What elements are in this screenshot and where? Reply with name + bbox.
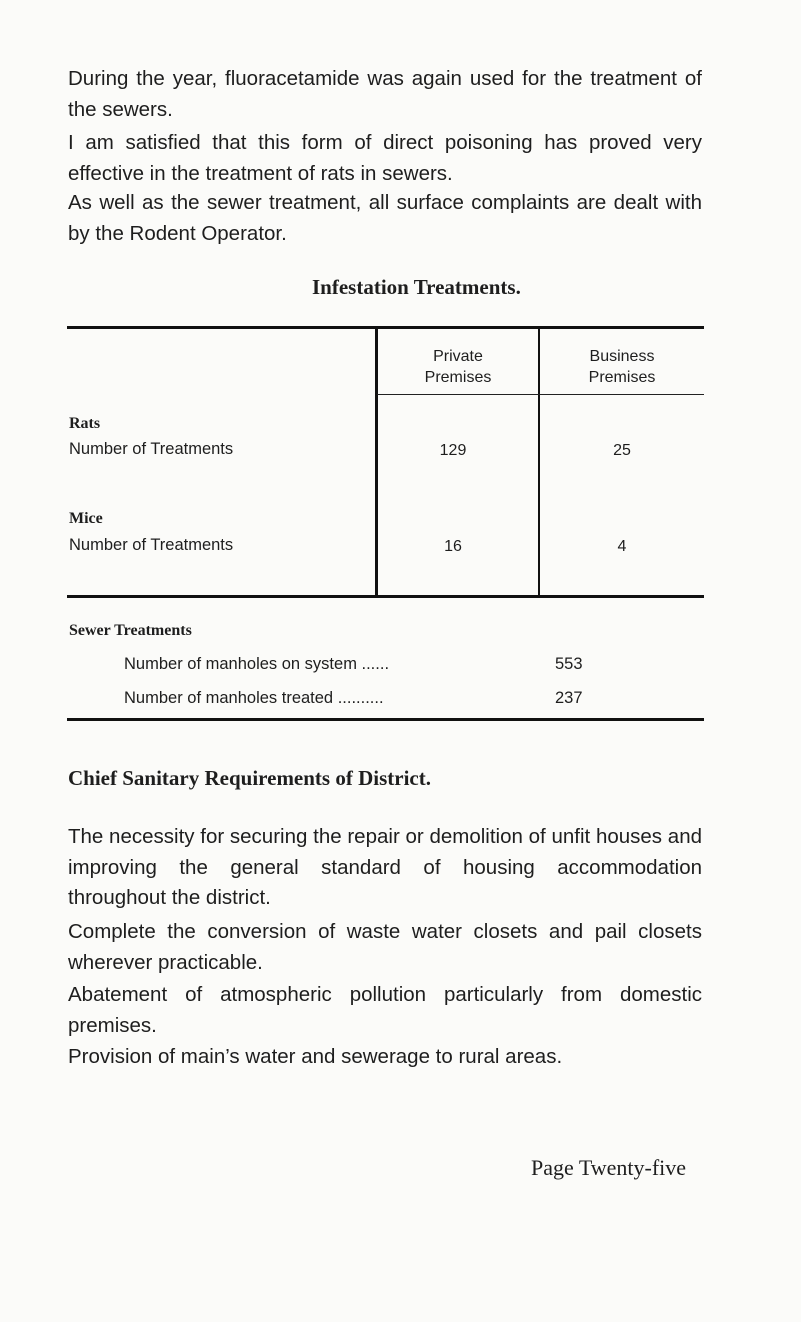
intro-paragraph-3: As well as the sewer treatment, all surface complaints are dealt with by the Rodent Operator. bbox=[68, 191, 702, 245]
sewer-value-manholes-treated: 237 bbox=[555, 689, 583, 707]
infestation-title: Infestation Treatments. bbox=[312, 275, 521, 299]
table-bottom-rule bbox=[67, 595, 704, 598]
intro-paragraph-2: I am satisfied that this form of direct poisoning has proved very effective in the treatment of rats in sewers. bbox=[68, 131, 702, 185]
mice-private-value: 16 bbox=[444, 538, 462, 555]
sewer-row-manholes-system: Number of manholes on system ...... bbox=[124, 655, 390, 673]
col-header-private bbox=[378, 346, 538, 388]
col-header-private-line1: Private bbox=[433, 348, 483, 365]
sewer-bottom-rule bbox=[67, 718, 704, 721]
chief-paragraph-4: Provision of main’s water and sewerage to rural areas. bbox=[68, 1045, 563, 1068]
chief-paragraph-3: Abatement of atmospheric pollution particularly from domestic premises. bbox=[68, 983, 702, 1037]
chief-paragraph-1: The necessity for securing the repair or demolition of unfit houses and improving the general standard of housing accommodation throughout the district. bbox=[68, 825, 702, 909]
mice-business-value: 4 bbox=[617, 538, 627, 555]
mice-label: Mice bbox=[69, 510, 103, 527]
sewer-row-manholes-treated: Number of manholes treated .......... bbox=[124, 689, 384, 707]
rats-private-value: 129 bbox=[439, 442, 467, 459]
page-number: Page Twenty-five bbox=[531, 1155, 687, 1180]
col-header-private-line2: Premises bbox=[424, 369, 492, 386]
chief-requirements-title: Chief Sanitary Requirements of District. bbox=[68, 766, 431, 790]
rats-label: Rats bbox=[69, 415, 101, 432]
rats-row-label: Number of Treatments bbox=[69, 440, 234, 458]
col-header-business bbox=[540, 346, 704, 388]
intro-paragraph-1: During the year, fluoracetamide was again used for the treatment of the sewers. bbox=[68, 67, 702, 121]
rats-business-value: 25 bbox=[613, 442, 631, 459]
mice-row-label: Number of Treatments bbox=[69, 536, 234, 554]
header-underline bbox=[377, 394, 704, 395]
sewer-value-manholes-system: 553 bbox=[555, 655, 583, 673]
sewer-title: Sewer Treatments bbox=[69, 622, 192, 639]
col-header-business-line1: Business bbox=[589, 348, 655, 365]
table-top-rule bbox=[67, 326, 704, 329]
col-header-business-line2: Premises bbox=[588, 369, 656, 386]
chief-paragraph-2: Complete the conversion of waste water closets and pail closets wherever practicable. bbox=[68, 920, 702, 974]
